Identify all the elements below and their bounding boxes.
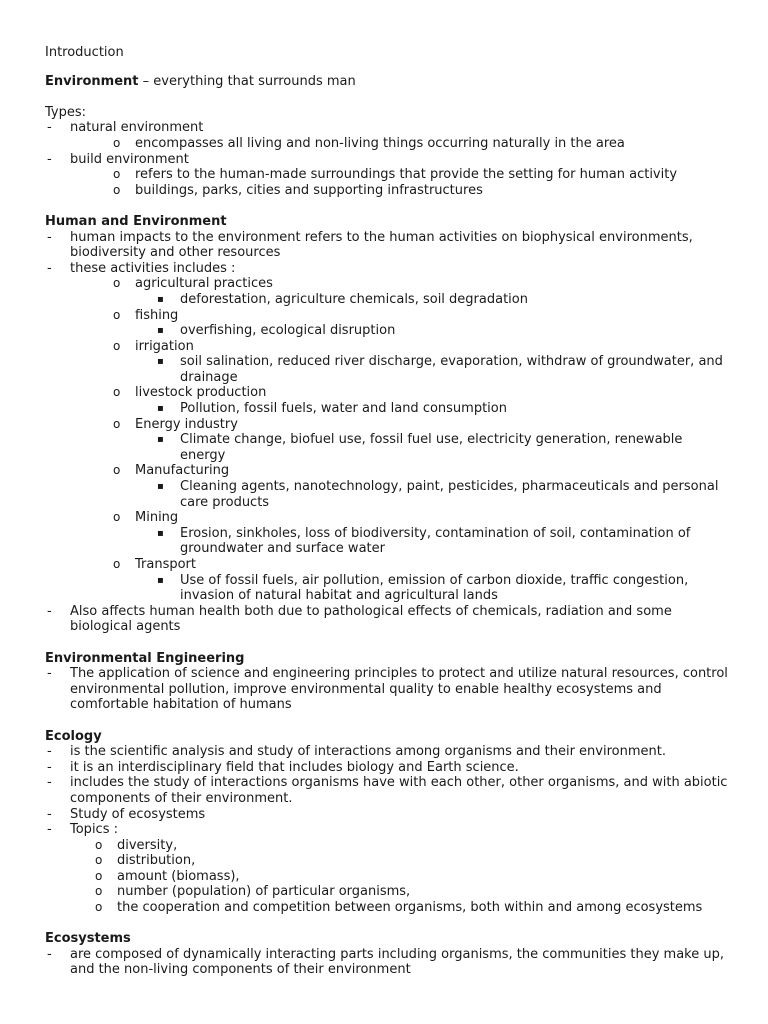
square-bullet: ▪ [157,325,164,337]
square-bullet: ▪ [157,481,164,493]
circle-bullet: o [113,276,121,291]
list-item: - human impacts to the environment refers to the human activities on biophysical environments, biodiversity and other resources [47,229,693,261]
effect-item: ▪ deforestation, agriculture chemicals, soil degradation [157,291,528,307]
effect-item: ▪ Pollution, fossil fuels, water and land consumption [157,401,507,417]
circle-bullet: o [113,510,121,525]
circle-bullet: o [113,385,121,400]
dash-marker: - [47,806,52,822]
section-heading: Ecology [45,728,102,744]
topic-item: o distribution, [95,853,196,869]
circle-bullet: o [95,884,103,899]
list-item: - Study of ecosystems [47,806,206,822]
dash-marker: - [47,120,52,136]
dash-marker: - [47,260,52,276]
activity-item: o livestock production [113,385,267,401]
dash-marker: - [47,151,52,167]
circle-bullet: o [113,416,121,431]
types-label: Types: [45,104,87,120]
activity-item: o agricultural practices [113,276,273,292]
square-bullet: ▪ [157,434,164,446]
circle-bullet: o [95,868,103,883]
dash-marker: - [47,946,52,962]
effect-item: ▪ Cleaning agents, nanotechnology, paint, pesticides, pharmaceuticals and personal care products [157,479,719,510]
circle-bullet: o [95,853,103,868]
dash-marker: - [47,759,52,775]
activity-item: o Mining [113,510,179,526]
list-item: - Also affects human health both due to pathological effects of chemicals, radiation and some biological agents [47,603,672,635]
circle-bullet: o [113,463,121,478]
intro-title: Introduction [45,45,124,60]
activity-item: o Transport [113,557,197,572]
square-bullet: ▪ [157,574,164,586]
square-bullet: ▪ [157,403,164,415]
circle-bullet: o [113,182,121,197]
effect-item: ▪ soil salination, reduced river discharge, evaporation, withdraw of groundwater, and drainage [157,354,723,385]
square-bullet: ▪ [157,293,164,305]
activity-item: o Manufacturing [113,463,230,479]
list-item: o refers to the human-made surroundings that provide the setting for human activity [113,167,678,183]
list-item: o buildings, parks, cities and supporting infrastructures [113,182,483,198]
dash-marker: - [47,744,52,760]
dash-marker: - [47,229,52,245]
circle-bullet: o [113,557,121,571]
list-item: - build environment [47,151,189,167]
topic-item: o diversity, [95,837,178,853]
circle-bullet: o [113,307,121,322]
list-item: - are composed of dynamically interacting parts including organisms, the communities they make up, and the non-living components of their environment [47,946,724,978]
square-bullet: ▪ [157,527,164,539]
list-item: - The application of science and engineering principles to protect and utilize natural resources, control environmental pollution, improve environmental quality to enable healthy ecosystems and comfortable habitation of humans [47,666,728,713]
list-item: - includes the study of interactions organisms have with each other, other organisms, and with abiotic components of their environment. [47,775,728,806]
topic-item: o amount (biomass), [95,868,240,884]
dash-marker: - [47,666,52,682]
activity-item: o irrigation [113,338,194,354]
circle-bullet: o [95,837,103,852]
environment-term: Environment [45,73,139,89]
effect-item: ▪ overfishing, ecological disruption [157,323,396,339]
circle-bullet: o [113,135,121,150]
topic-item: o number (population) of particular organisms, [95,884,411,900]
effect-item: ▪ Climate change, biofuel use, fossil fuel use, electricity generation, renewable energy [157,432,683,463]
list-item: - Topics : [47,822,118,838]
dash-marker: - [47,775,52,791]
square-bullet: ▪ [157,356,164,368]
effect-item: ▪ Erosion, sinkholes, loss of biodiversity, contamination of soil, contamination of groundwater and surface water [157,525,691,557]
dash-marker: - [47,822,52,838]
list-item: - these activities includes : [47,260,236,276]
list-item: - natural environment [47,120,204,136]
section-heading: Ecosystems [45,931,131,947]
activity-item: o Energy industry [113,416,238,432]
activity-item: o fishing [113,307,179,323]
environment-definition [45,74,728,90]
topic-item: o the cooperation and competition between organisms, both within and among ecosystems [95,900,703,916]
environment-def-text: – everything that surrounds man [138,73,356,89]
circle-bullet: o [113,167,121,182]
section-heading: Environmental Engineering [45,650,245,666]
circle-bullet: o [95,900,103,915]
list-item: - is the scientific analysis and study of interactions among organisms and their environment. [47,744,666,760]
dash-marker: - [47,603,52,619]
list-item: - it is an interdisciplinary field that includes biology and Earth science. [47,759,519,775]
list-item: o encompasses all living and non-living things occurring naturally in the area [113,135,625,151]
effect-item: ▪ Use of fossil fuels, air pollution, emission of carbon dioxide, traffic congestion, invasion of natural habitat and agricultural lands [157,572,689,604]
circle-bullet: o [113,338,121,353]
section-heading: Human and Environment [45,213,227,229]
